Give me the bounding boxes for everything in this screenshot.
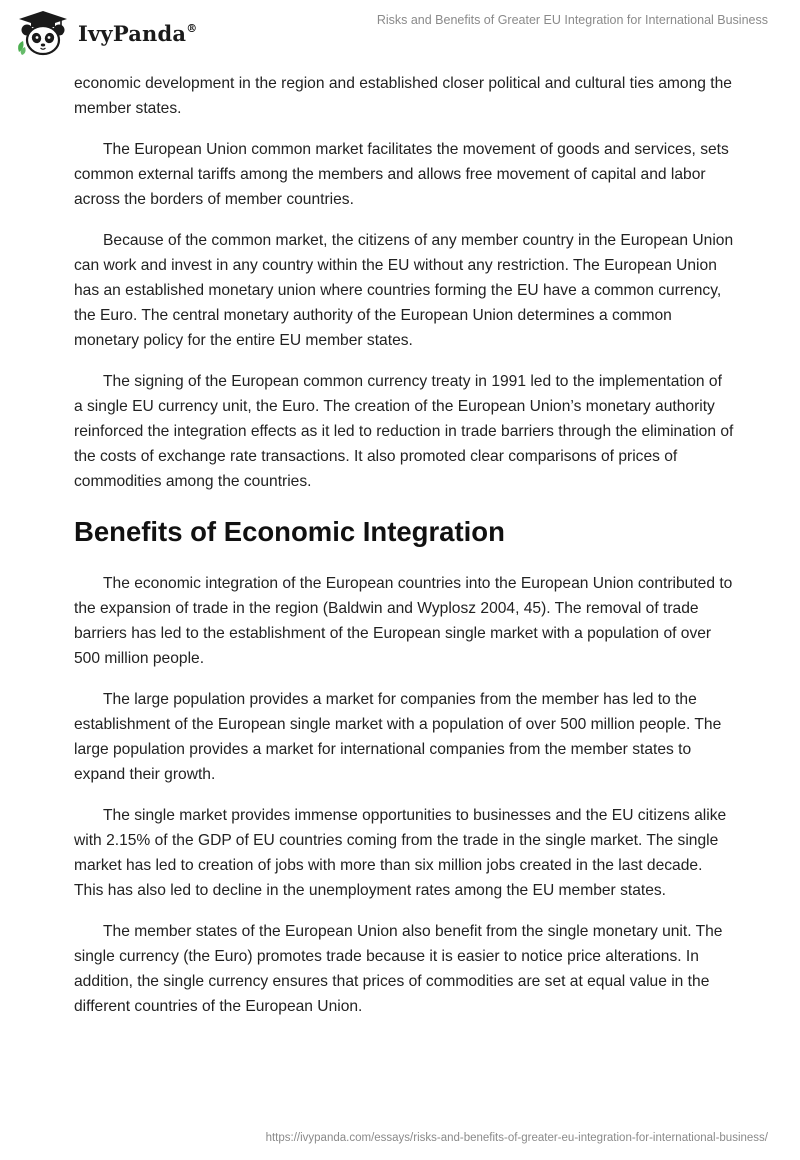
source-url[interactable]: https://ivypanda.com/essays/risks-and-benefits-of-greater-eu-integration-for-international-business/ [265,1132,768,1144]
paragraph: economic development in the region and established closer political and cultural ties among the member states. [74,75,732,117]
panda-graduate-icon [14,8,72,58]
ivypanda-logo[interactable] [14,8,197,58]
paragraph: The single market provides immense opportunities to businesses and the EU citizens alike with 2.15% of the GDP of EU countries coming from the trade in the single market. The single market has led to creation of jobs with more than six million jobs created in the last decade. This has also led to decline in the unemployment rates among the EU member states. [74,807,727,899]
page-header [0,0,800,70]
paragraph: The signing of the European common currency treaty in 1991 led to the implementation of a single EU currency unit, the Euro. The creation of the European Union’s monetary authority reinforced the integration effects as it led to reduction in trade barriers through the elimination of the costs of exchange rate transactions. It also promoted clear comparisons of prices of commodities among the countries. [74,373,734,490]
section-heading: Benefits of Economic Integration [74,516,505,547]
paragraph: The member states of the European Union also benefit from the single monetary unit. The single currency (the Euro) promotes trade because it is easier to notice price alterations. In addition, the single currency ensures that prices of commodities are set at equal value in the different countries of the European Union. [74,923,723,1015]
article-body [74,71,734,1035]
paragraph: The economic integration of the European countries into the European Union contributed to the expansion of trade in the region (Baldwin and Wyplosz 2004, 45). The removal of trade barriers has led to the establishment of the European single market with a population of over 500 million people. [74,575,733,667]
document-title: Risks and Benefits of Greater EU Integration for International Business [376,13,768,27]
brand-name: IvyPanda® [78,20,198,46]
paragraph: Because of the common market, the citizens of any member country in the European Union can work and invest in any country within the EU without any restriction. The European Union has an established monetary union where countries forming the EU have a common currency, the Euro. The central monetary authority of the European Union determines a common monetary policy for the entire EU member states. [74,232,734,349]
paragraph: The large population provides a market for companies from the member has led to the establishment of the European single market with a population of over 500 million people. The large population provides a market for international companies from the member states to expand their growth. [74,691,722,783]
paragraph: The European Union common market facilitates the movement of goods and services, sets common external tariffs among the members and allows free movement of capital and labor across the borders of member countries. [74,141,729,208]
